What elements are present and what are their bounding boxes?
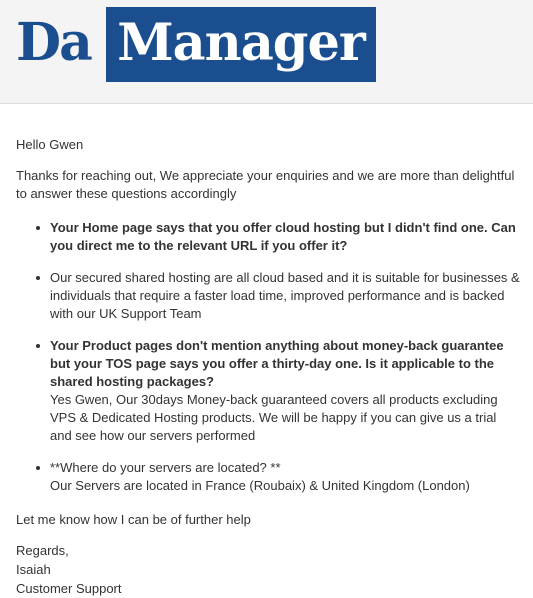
intro-paragraph: Thanks for reaching out, We appreciate your enquiries and we are more than delightful to answer these questions accordingly	[16, 168, 515, 201]
bullet-icon	[36, 466, 40, 470]
logo-manager-text: Manager	[117, 13, 365, 73]
logo-da-text: Da	[16, 12, 91, 73]
answer-text: Our Servers are located in France (Roubaix) & United Kingdom (London)	[50, 478, 470, 493]
signature-name: Isaiah	[16, 562, 51, 577]
bullet-icon	[36, 276, 40, 280]
bullet-icon	[36, 344, 40, 348]
signoff: Regards,	[16, 543, 69, 558]
email-body	[16, 136, 521, 598]
question-text: Your Product pages don't mention anything about money-back guarantee but your TOS page says you offer a thirty-day one. Is it applicable to the shared hosting packages?	[50, 338, 504, 389]
signature-role: Customer Support	[16, 581, 122, 596]
list-item	[50, 219, 521, 255]
email-header-banner	[0, 0, 533, 104]
list-item	[50, 459, 521, 495]
closing-line: Let me know how I can be of further help	[16, 512, 251, 527]
answer-text: Our secured shared hosting are all cloud based and it is suitable for businesses & individuals that require a faster load time, improved performance and is backed with our UK Support Team	[50, 270, 520, 321]
faq-list	[50, 219, 521, 495]
question-text: Your Home page says that you offer cloud hosting but I didn't find one. Can you direct me to the relevant URL if you offer it?	[50, 220, 516, 253]
bullet-icon	[36, 226, 40, 230]
list-item	[50, 269, 521, 323]
question-text: **Where do your servers are located? **	[50, 460, 281, 475]
greeting: Hello Gwen	[16, 137, 84, 152]
list-item	[50, 337, 521, 445]
answer-text: Yes Gwen, Our 30days Money-back guaranteed covers all products excluding VPS & Dedicated Hosting products. We will be happy if you can give us a trial and see how our servers performed	[50, 392, 498, 443]
